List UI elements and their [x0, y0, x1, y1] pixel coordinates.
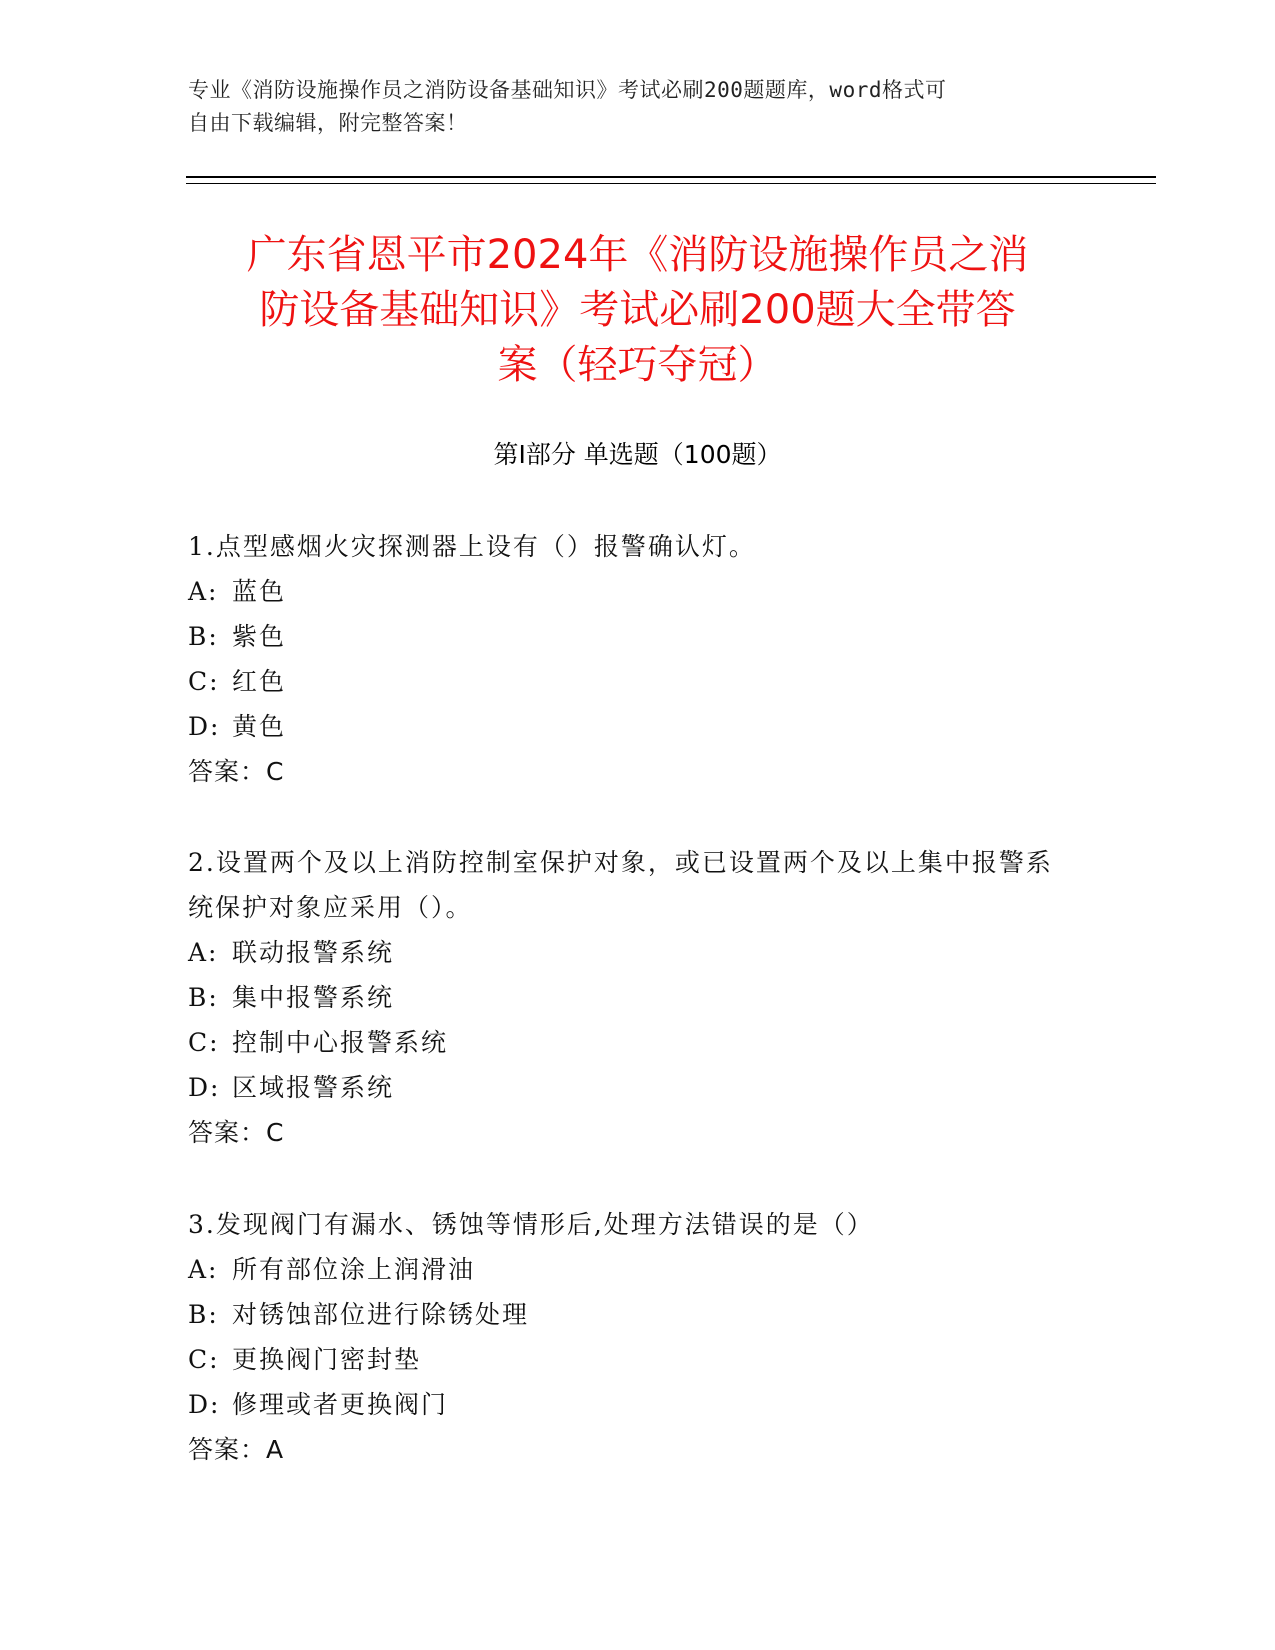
option-b [188, 614, 1068, 659]
option-letter: C: [188, 1028, 220, 1057]
question-stem: 3.发现阀门有漏水、锈蚀等情形后,处理方法错误的是（） [188, 1210, 874, 1239]
header-divider-thin [186, 183, 1156, 184]
question-block [188, 524, 1068, 794]
option-letter: C: [188, 667, 220, 696]
title-line: 案（轻巧夺冠） [497, 342, 778, 388]
question-stem: 1.点型感烟火灾探测器上设有（）报警确认灯。 [188, 532, 756, 561]
option-letter: D: [188, 712, 221, 741]
header-divider-thick [186, 176, 1156, 178]
option-d [188, 1065, 1068, 1110]
option-text: 联动报警系统 [232, 938, 395, 967]
option-text: 紫色 [232, 622, 287, 651]
option-d [188, 704, 1068, 749]
title-line: 广东省恩平市2024年《消防设施操作员之消 [246, 232, 1029, 278]
option-text: 对锈蚀部位进行除锈处理 [232, 1300, 530, 1329]
option-text: 更换阀门密封垫 [232, 1345, 422, 1374]
header-note [188, 74, 1088, 140]
option-a [188, 1247, 1068, 1292]
option-text: 集中报警系统 [232, 983, 395, 1012]
document-title [160, 228, 1115, 393]
answer-line: 答案：C [188, 757, 285, 786]
option-d [188, 1382, 1068, 1427]
option-letter: A: [188, 1255, 219, 1284]
option-b [188, 1292, 1068, 1337]
section-heading: 第Ⅰ部分 单选题（100题） [493, 440, 782, 469]
header-note-line: 自由下载编辑，附完整答案！ [188, 111, 468, 135]
option-letter: C: [188, 1345, 220, 1374]
option-text: 红色 [232, 667, 287, 696]
option-a [188, 569, 1068, 614]
option-letter: A: [188, 577, 219, 606]
option-text: 区域报警系统 [232, 1073, 395, 1102]
option-a [188, 930, 1068, 975]
title-line: 防设备基础知识》考试必刷200题大全带答 [259, 287, 1016, 333]
option-text: 所有部位涂上润滑油 [232, 1255, 476, 1284]
option-letter: D: [188, 1390, 221, 1419]
question-block [188, 840, 1068, 1155]
option-letter: D: [188, 1073, 221, 1102]
option-letter: B: [188, 622, 219, 651]
answer-line: 答案：C [188, 1118, 285, 1147]
option-letter: A: [188, 938, 219, 967]
option-text: 控制中心报警系统 [232, 1028, 449, 1057]
option-letter: B: [188, 1300, 219, 1329]
option-text: 修理或者更换阀门 [232, 1390, 449, 1419]
question-block [188, 1202, 1068, 1472]
option-c [188, 1337, 1068, 1382]
option-text: 黄色 [232, 712, 287, 741]
header-note-line: 专业《消防设施操作员之消防设备基础知识》考试必刷200题题库，word格式可 [188, 78, 947, 102]
option-c [188, 659, 1068, 704]
answer-line: 答案：A [188, 1435, 285, 1464]
option-letter: B: [188, 983, 219, 1012]
option-text: 蓝色 [232, 577, 287, 606]
option-b [188, 975, 1068, 1020]
option-c [188, 1020, 1068, 1065]
question-stem: 2.设置两个及以上消防控制室保护对象，或已设置两个及以上集中报警系统保护对象应采用（）。 [188, 848, 1053, 922]
